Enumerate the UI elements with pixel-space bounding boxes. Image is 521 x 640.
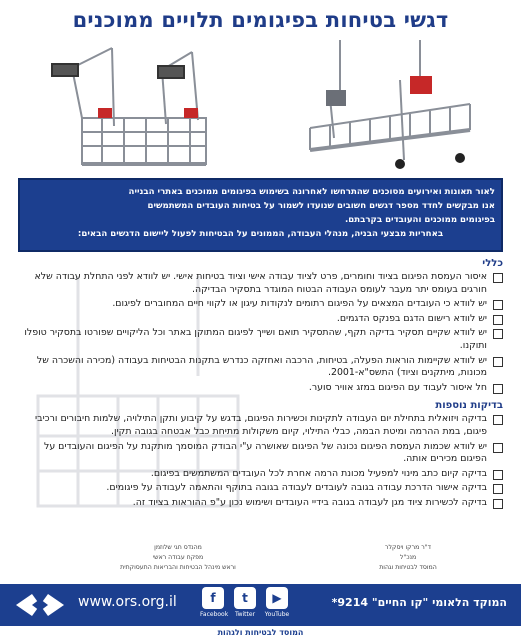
suspended-platform-image-left bbox=[42, 40, 242, 172]
signature-block bbox=[353, 543, 463, 573]
signatures bbox=[18, 543, 503, 583]
signature-org: וראש מינהל הבטיחות והבריאות התעסוקתית bbox=[120, 564, 236, 571]
checkbox-icon[interactable] bbox=[493, 315, 503, 325]
website-link[interactable]: www.ors.org.il bbox=[78, 594, 177, 610]
checkbox-icon[interactable] bbox=[493, 357, 503, 367]
banner-line: בפיגומים ממוכנים והעובדים בקרבתם. bbox=[344, 215, 495, 225]
checklist-item-text: איסור העמסת הפיגום בציוד וחומרים, פרט לציוד עבודה אישי וציוד בטיחות אישי. יש לוודא לפני התחלת עבודה שלא חורגים בעומס יתר מעבר לעומס העבודה הבטוח המוגדר בתסקיר הבדיקה. bbox=[34, 271, 487, 295]
facebook-link[interactable] bbox=[200, 587, 229, 618]
banner-responsibility: באחריות מבצעי הבניה, מנהלי העבודה, הממונים על הבטיחות לפעול ליישום הדגשים הבאים: bbox=[77, 229, 444, 239]
signature-role: מנכ"ל bbox=[399, 554, 417, 561]
checklist-item-text: בדיקה קיום כתב מינוי למפעיל מכונת הרמה אחרת לכל העובדים המשתמשים בפיגום. bbox=[150, 467, 487, 479]
checkbox-icon[interactable] bbox=[493, 443, 503, 453]
youtube-icon: ▶ bbox=[266, 587, 288, 609]
checklist-item-text: חל איסור לעבוד עם הפיגום במזג אוויר סוער. bbox=[308, 381, 487, 393]
page-title: דגשי בטיחות בפיגומים תלויים ממוכנים bbox=[72, 8, 449, 32]
signature-role: מפקח עבודה ראשי bbox=[152, 554, 204, 561]
checklist-item-text: בדיקה אישור הדרכת עבודה בגובה לעובדים לעבודה בגובה בתוקף והתאמה לעבודה על פיגומים. bbox=[106, 482, 487, 494]
signature-name: ד"ר מרקו ויסקלר bbox=[385, 544, 431, 551]
checklist-item-text: יש לוודא שקיים תסקיר בדיקה תקף, שהתסקיר תואם ושייך לפיגום המתוקן באתר וכל הליקויים שפורטו בתסקיר טופלו ותוקנו. bbox=[24, 327, 487, 351]
hotline-text[interactable]: המוקד הלאומי "קו החיים" 9214* bbox=[331, 596, 507, 609]
checklist-item-text: יש לוודא כי העובדים המצאים על הפיגום רתומים לנקודות עיגון או לקווי חיים המחוברים לפיגום. bbox=[112, 298, 487, 310]
checklist-item-text: יש לוודא שקיימות הוראות הפעלה, בטיחות, הרכבה ואחזקה כנדרש בתקנות הבטיחות בעבודה (מכירה והשכרה של מכונות, מיתקנים וציוד) התשס"א-2001. bbox=[36, 354, 487, 379]
facebook-icon: f bbox=[202, 587, 224, 609]
checklist-item bbox=[18, 313, 503, 326]
photos-area bbox=[12, 38, 509, 176]
twitter-link[interactable] bbox=[232, 587, 258, 618]
general-checklist bbox=[18, 271, 503, 394]
twitter-icon: t bbox=[234, 587, 256, 609]
footer-org-name: המוסד לבטיחות ולגהות bbox=[0, 626, 521, 640]
checkbox-icon[interactable] bbox=[493, 484, 503, 494]
checkbox-icon[interactable] bbox=[493, 384, 503, 394]
checkbox-icon[interactable] bbox=[493, 273, 503, 283]
checklist-item-text: יש לוודא שכמות העמסת הפיגום נכונה של הפיגום שאושרה ע"י הבודק המוסמך מותקנת על הפיגום והעובדים על הפיגום מכירים אותה. bbox=[44, 440, 487, 465]
footer-bar bbox=[0, 584, 521, 626]
checklist-item-text: בדיקה ויזואלית בתחילת יום העבודה לתקינות וכשירות הפיגום, בדגש על קיבוע ותקן התילויה, שלמות חיבורים ורכיבי פיגום, במת ההרמה ומיטת הבמה, כבלי התילוי, קיום משקולות מתיחת כבל אבטחה בגובה תקין. bbox=[35, 413, 487, 437]
checklist-item-text: יש לוודא רישום הדגם בפנקס הדגמים. bbox=[336, 312, 487, 324]
checklist-item bbox=[18, 298, 503, 311]
checkbox-icon[interactable] bbox=[493, 470, 503, 480]
ors-logo-icon[interactable] bbox=[14, 590, 66, 620]
footer bbox=[0, 584, 521, 640]
signature-name: מהנדס חגי שלוזמן bbox=[154, 544, 202, 551]
checklist-item bbox=[18, 355, 503, 380]
intro-banner bbox=[18, 178, 503, 252]
social-label: Twitter bbox=[234, 611, 256, 618]
signature-block bbox=[103, 543, 253, 573]
checklist-item bbox=[18, 482, 503, 495]
checklist-item-text: בדיקה לכשירות ציוד מגן לעבודה בגובה בידיי העובדים ושימוש נכון ע"פ ההוראות בציוד זה. bbox=[132, 496, 487, 508]
checklist-item bbox=[18, 271, 503, 296]
checklist-item bbox=[18, 497, 503, 510]
banner-line: אנו מבקשים לחדד מספר דגשים חשובים שנועדו לשמור על בטיחות העובדים המשתמשים bbox=[147, 201, 495, 211]
checklist-item bbox=[18, 382, 503, 395]
checkbox-icon[interactable] bbox=[493, 415, 503, 425]
checklist-item bbox=[18, 441, 503, 466]
section-title-general: כללי bbox=[482, 258, 503, 269]
signature-org: המוסד לבטיחות וגהות bbox=[379, 564, 437, 571]
checklist-item bbox=[18, 468, 503, 481]
checklist-item bbox=[18, 413, 503, 438]
social-label: YouTube bbox=[264, 611, 290, 618]
social-label: Facebook bbox=[200, 611, 229, 618]
checkbox-icon[interactable] bbox=[493, 300, 503, 310]
checklist-content bbox=[18, 258, 503, 540]
section-title-additional: בדיקות נוספות bbox=[435, 400, 503, 412]
checkbox-icon[interactable] bbox=[493, 329, 503, 339]
suspended-platform-image-right bbox=[300, 40, 490, 172]
checklist-item bbox=[18, 327, 503, 352]
checkbox-icon[interactable] bbox=[493, 499, 503, 509]
banner-line: לאור תאונות ואירועים מסוכנים שהתרחשו לאחרונה בשימוש בפיגומים ממוכנים באתרי הבנייה bbox=[128, 187, 495, 197]
youtube-link[interactable] bbox=[264, 587, 290, 618]
